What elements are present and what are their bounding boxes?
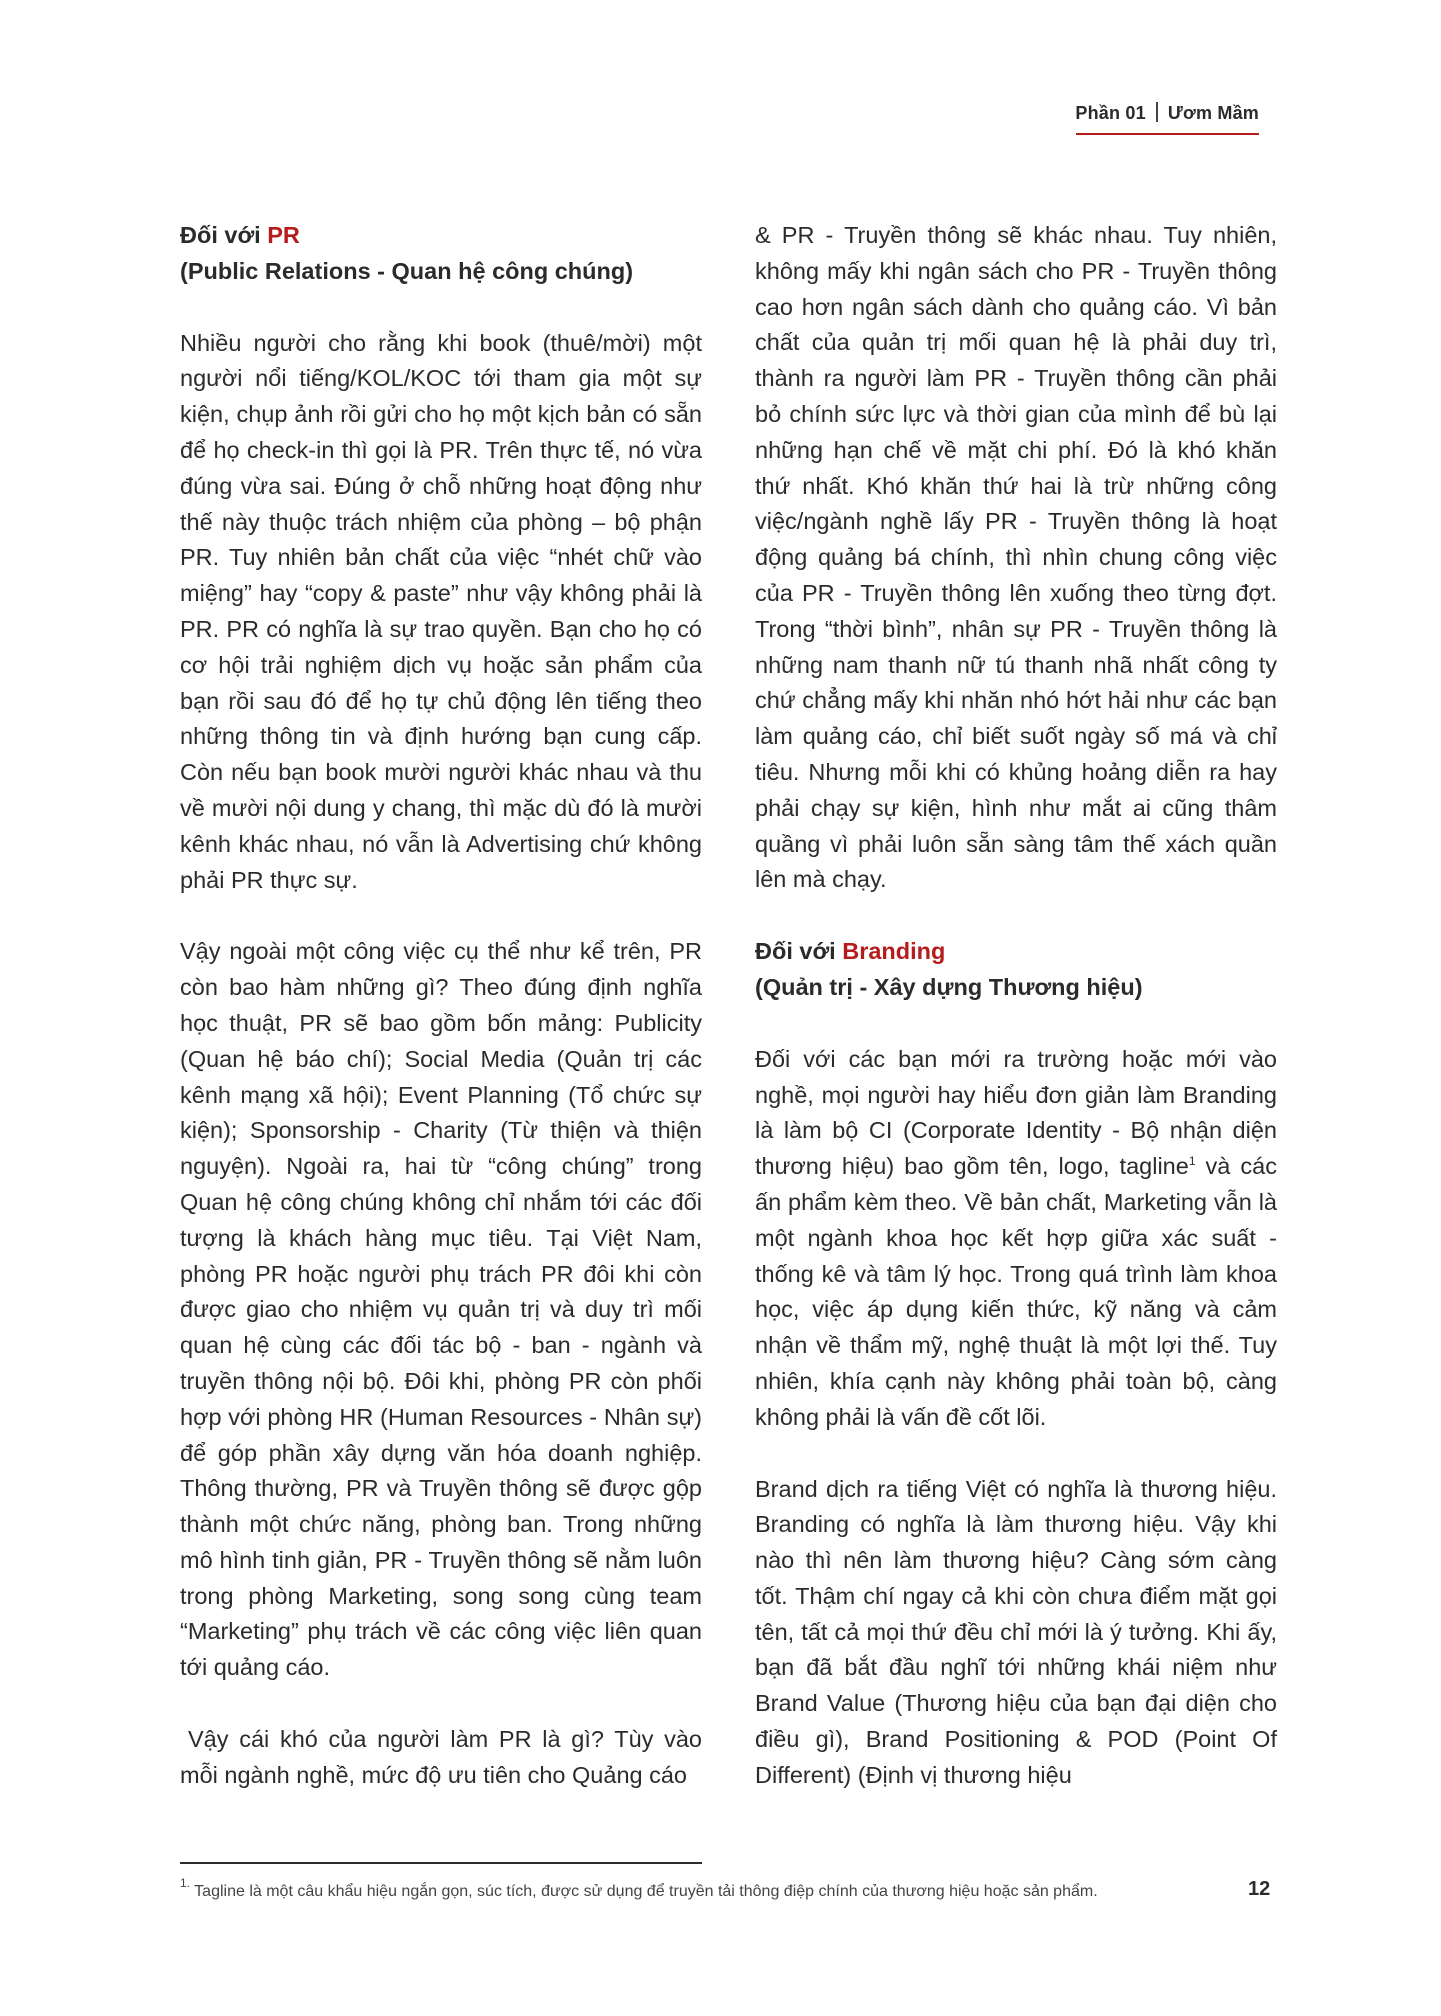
paragraph-text: và các ấn phẩm kèm theo. Về bản chất, Marketing vẫn là một ngành khoa học kết hợp giữa xác suất - thống kê và tâm lý học. Trong quá trình làm khoa học, việc áp dụng kiến thức, kỹ năng và cảm nhận về thẩm mỹ, nghệ thuật là một lợi thế. Tuy nhiên, khía cạnh này không phải toàn bộ, càng không phải là vấn đề cốt lõi. bbox=[755, 1153, 1278, 1430]
paragraph-text: Đối với các bạn mới ra trường hoặc mới vào nghề, mọi người hay hiểu đơn giản làm Branding là làm bộ CI (Corporate Identity - Bộ nhận diện thương hiệu) bao gồm tên, logo, tagline bbox=[755, 1045, 1277, 1180]
paragraph: & PR - Truyền thông sẽ khác nhau. Tuy nhiên, không mấy khi ngân sách cho PR - Truyền thông cao hơn ngân sách dành cho quảng cáo. Vì bản chất của quản trị mối quan hệ là phải duy trì, thành ra người làm PR - Truyền thông cần phải bỏ chính sức lực và thời gian của mình để bù lại những hạn chế về mặt chi phí. Đó là khó khăn thứ nhất. Khó khăn thứ hai là trừ những công việc/ngành nghề lấy PR - Truyền thông là hoạt động quảng bá chính, thì nhìn chung công việc của PR - Truyền thông lên xuống theo từng đợt. Trong “thời bình”, nhân sự PR - Truyền thông là những nam thanh nữ tú thanh nhã nhất công ty chứ chẳng mấy khi nhăn nhó hớt hải như các bạn làm quảng cáo, chỉ biết suốt ngày số má và chỉ tiêu. Nhưng mỗi khi có khủng hoảng diễn ra hay phải chạy sự kiện, hình như mắt ai cũng thâm quầng vì phải luôn sẵn sàng tâm thế xách quần lên mà chạy. bbox=[755, 222, 1277, 893]
header-underline bbox=[1076, 133, 1259, 135]
paragraph: Vậy ngoài một công việc cụ thể như kể trên, PR còn bao hàm những gì? Theo đúng định nghĩa học thuật, PR sẽ bao gồm bốn mảng: Publicity (Quan hệ báo chí); Social Media (Quản trị các kênh mạng xã hội); Event Planning (Tổ chức sự kiện); Sponsorship - Charity (Từ thiện và thiện nguyện). Ngoài ra, hai từ “công chúng” trong Quan hệ công chúng không chỉ nhắm tới các đối tượng là khách hàng mục tiêu. Tại Việt Nam, phòng PR hoặc người phụ trách PR đôi khi còn được giao cho nhiệm vụ quản trị và duy trì mối quan hệ cùng các đối tác bộ - ban - ngành và truyền thông nội bộ. Đôi khi, phòng PR còn phối hợp với phòng HR (Human Resources - Nhân sự) để góp phần xây dựng văn hóa doanh nghiệp. Thông thường, PR và Truyền thông sẽ được gộp thành một chức năng, phòng ban. Trong những mô hình tinh giản, PR - Truyền thông sẽ nằm luôn trong phòng Marketing, song song cùng team “Marketing” phụ trách về các công việc liên quan tới quảng cáo. bbox=[180, 938, 702, 1681]
heading-prefix: Đối với bbox=[755, 938, 843, 965]
header-divider bbox=[1156, 102, 1158, 122]
heading-prefix: Đối với bbox=[180, 222, 268, 248]
footnote-reference[interactable]: 1 bbox=[1188, 1154, 1196, 1169]
branding-heading bbox=[755, 934, 1277, 1006]
section-label: Phần 01 bbox=[1075, 103, 1146, 123]
footnote-marker: 1. bbox=[180, 1876, 191, 1890]
pr-heading bbox=[180, 218, 702, 290]
paragraph: Nhiều người cho rằng khi book (thuê/mời) một người nổi tiếng/KOL/KOC tới tham gia một sự kiện, chụp ảnh rồi gửi cho họ một kịch bản có sẵn để họ check-in thì gọi là PR. Trên thực tế, nó vừa đúng vừa sai. Đúng ở chỗ những hoạt động như thế này thuộc trách nhiệm của phòng – bộ phận PR. Tuy nhiên bản chất của việc “nhét chữ vào miệng” hay “copy & paste” như vậy không phải là PR. PR có nghĩa là sự trao quyền. Bạn cho họ có cơ hội trải nghiệm dịch vụ hoặc sản phẩm của bạn rồi sau đó để họ tự chủ động lên tiếng theo những thông tin và định hướng bạn cung cấp. Còn nếu bạn book mười người khác nhau và thu về mười nội dung y chang, thì mặc dù đó là mười kênh khác nhau, nó vẫn là Advertising chứ không phải PR thực sự. bbox=[180, 329, 702, 893]
paragraph: Brand dịch ra tiếng Việt có nghĩa là thương hiệu. Branding có nghĩa là làm thương hiệu. Vậy khi nào thì nên làm thương hiệu? Càng sớm càng tốt. Thậm chí ngay cả khi còn chưa điểm mặt gọi tên, tất cả mọi thứ đều chỉ mới là ý tưởng. Khi ấy, bạn đã bắt đầu nghĩ tới những khái niệm như Brand Value (Thương hiệu của bạn đại diện cho điều gì), Brand Positioning & POD (Point Of Different) (Định vị thương hiệu bbox=[755, 1475, 1277, 1788]
footnote bbox=[180, 1876, 1180, 1901]
paragraph: Vậy cái khó của người làm PR là gì? Tùy vào mỗi ngành nghề, mức độ ưu tiên cho Quảng cáo bbox=[180, 1726, 702, 1788]
left-column bbox=[180, 218, 702, 1830]
heading-accent: Branding bbox=[842, 938, 946, 965]
heading-subtitle: (Quản trị - Xây dựng Thương hiệu) bbox=[755, 973, 1143, 1000]
running-header bbox=[1075, 102, 1259, 124]
paragraph bbox=[755, 1042, 1277, 1436]
page-number: 12 bbox=[1248, 1878, 1271, 1900]
heading-accent: PR bbox=[267, 222, 300, 248]
heading-subtitle: (Public Relations - Quan hệ công chúng) bbox=[180, 257, 634, 284]
chapter-label: Ươm Mầm bbox=[1167, 103, 1259, 123]
footnote-divider bbox=[180, 1862, 702, 1864]
footnote-text: Tagline là một câu khẩu hiệu ngắn gọn, súc tích, được sử dụng để truyền tải thông điệp chính của thương hiệu hoặc sản phẩm. bbox=[190, 1883, 1098, 1900]
right-column bbox=[755, 218, 1277, 1830]
